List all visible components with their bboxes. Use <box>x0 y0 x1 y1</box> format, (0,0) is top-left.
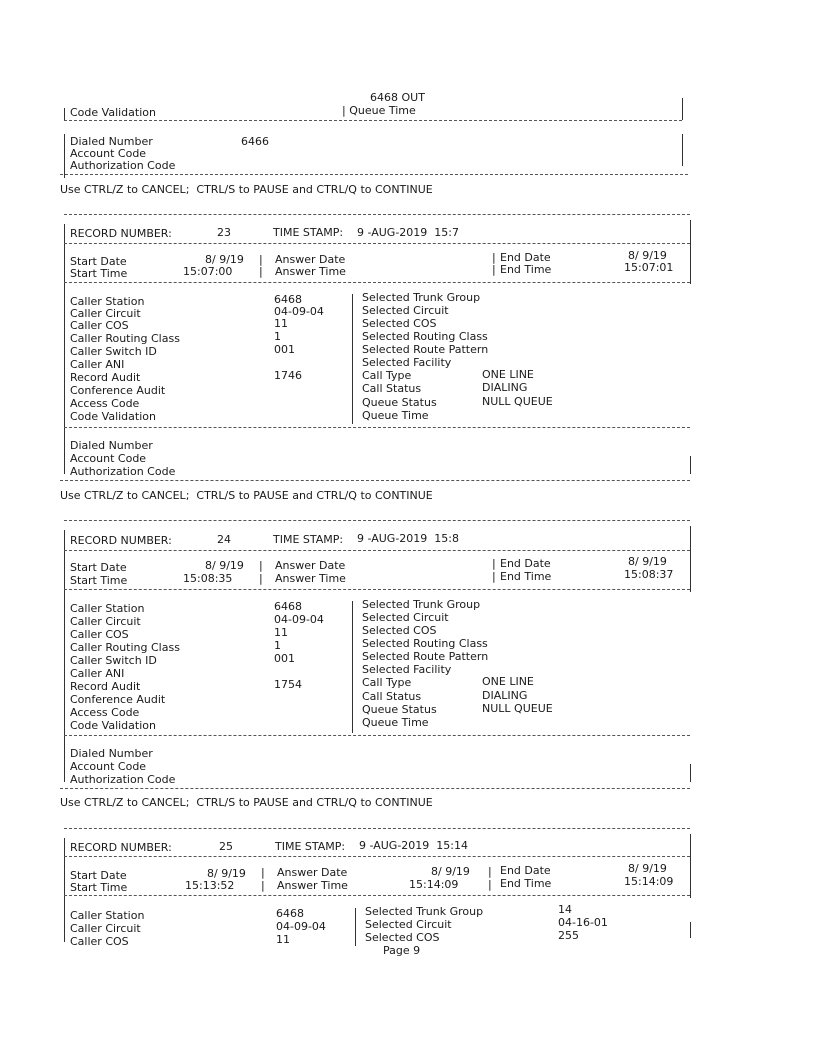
separator <box>64 120 682 121</box>
queue-time-label: | Queue Time <box>342 104 416 117</box>
end-time-label: End Time <box>500 877 552 890</box>
access-code-label: Access Code <box>70 397 140 410</box>
record-audit-value: 1746 <box>274 369 302 382</box>
call-type-value: ONE LINE <box>482 675 534 688</box>
separator <box>64 520 690 521</box>
account-code-label: Account Code <box>70 452 147 465</box>
code-validation-label: Code Validation <box>70 719 156 732</box>
selected-trunk-group-label: Selected Trunk Group <box>362 291 481 304</box>
selected-trunk-group-label: Selected Trunk Group <box>365 905 484 918</box>
call-status-label: Call Status <box>362 690 422 703</box>
time-stamp-value: 9 -AUG-2019 15:7 <box>357 226 459 239</box>
caller-cos-label: Caller COS <box>70 628 129 641</box>
dialed-number-value: 6466 <box>241 135 269 148</box>
column-bar <box>352 601 353 733</box>
caller-cos-value: 11 <box>276 933 290 946</box>
end-time-value: 15:14:09 <box>624 875 674 888</box>
column-bar: | <box>259 253 263 266</box>
separator <box>64 589 690 590</box>
start-time-label: Start Time <box>70 881 128 894</box>
record-audit-value: 1754 <box>274 678 302 691</box>
answer-date-label: Answer Date <box>275 253 346 266</box>
caller-circuit-label: Caller Circuit <box>70 615 141 628</box>
end-date-label: End Date <box>500 864 551 877</box>
separator <box>64 243 690 244</box>
separator <box>64 214 690 215</box>
account-code-label: Account Code <box>70 147 147 160</box>
selected-facility-label: Selected Facility <box>362 356 452 369</box>
record-number-label: RECORD NUMBER: <box>70 534 172 547</box>
authorization-code-label: Authorization Code <box>70 465 176 478</box>
caller-circuit-value: 04-09-04 <box>274 613 324 626</box>
caller-ani-label: Caller ANI <box>70 667 125 680</box>
code-validation-label: Code Validation <box>70 410 156 423</box>
separator <box>60 788 690 789</box>
access-code-label: Access Code <box>70 706 140 719</box>
record-audit-label: Record Audit <box>70 371 141 384</box>
conference-audit-label: Conference Audit <box>70 384 166 397</box>
queue-time-label: Queue Time <box>362 409 429 422</box>
caller-switch-id-value: 001 <box>274 652 295 665</box>
dialed-number-label: Dialed Number <box>70 439 153 452</box>
continue-prompt: Use CTRL/Z to CANCEL; CTRL/S to PAUSE and CTRL/Q to CONTINUE <box>60 796 433 809</box>
column-bar: | <box>259 559 263 572</box>
record-number-label: RECORD NUMBER: <box>70 227 172 240</box>
continue-prompt: Use CTRL/Z to CANCEL; CTRL/S to PAUSE and CTRL/Q to CONTINUE <box>60 489 433 502</box>
end-time-value: 15:07:01 <box>624 261 674 274</box>
column-bar: | <box>259 265 263 278</box>
authorization-code-label: Authorization Code <box>70 159 176 172</box>
start-time-value: 15:07:00 <box>183 265 233 278</box>
start-time-label: Start Time <box>70 574 128 587</box>
selected-cos-label: Selected COS <box>362 624 437 637</box>
column-bar: | <box>488 865 492 878</box>
selected-cos-label: Selected COS <box>365 931 440 944</box>
row-bar <box>64 108 65 120</box>
separator <box>60 174 688 175</box>
out-label: 6468 OUT <box>370 91 425 104</box>
column-bar: | <box>492 570 496 583</box>
answer-date-value: 8/ 9/19 <box>431 865 470 878</box>
selected-facility-label: Selected Facility <box>362 663 452 676</box>
left-bar <box>64 224 65 474</box>
right-bar <box>690 764 691 782</box>
separator <box>64 427 690 428</box>
start-date-value: 8/ 9/19 <box>205 559 244 572</box>
end-date-label: End Date <box>500 251 551 264</box>
caller-routing-class-value: 1 <box>274 639 281 652</box>
selected-trunk-group-value: 14 <box>558 903 572 916</box>
selected-circuit-label: Selected Circuit <box>362 611 449 624</box>
column-bar: | <box>259 572 263 585</box>
time-stamp-label: TIME STAMP: <box>273 226 344 239</box>
time-stamp-label: TIME STAMP: <box>275 840 346 853</box>
caller-circuit-value: 04-09-04 <box>276 920 326 933</box>
call-type-label: Call Type <box>362 676 412 689</box>
caller-station-label: Caller Station <box>70 295 145 308</box>
caller-switch-id-label: Caller Switch ID <box>70 654 157 667</box>
dialed-number-label: Dialed Number <box>70 747 153 760</box>
right-bar <box>690 834 691 898</box>
selected-trunk-group-label: Selected Trunk Group <box>362 598 481 611</box>
answer-time-value: 15:14:09 <box>409 878 459 891</box>
selected-route-pattern-label: Selected Route Pattern <box>362 343 489 356</box>
call-status-label: Call Status <box>362 382 422 395</box>
record-number-label: RECORD NUMBER: <box>70 841 172 854</box>
caller-station-label: Caller Station <box>70 909 145 922</box>
column-bar <box>352 294 353 424</box>
separator <box>64 282 690 283</box>
start-time-value: 15:13:52 <box>185 879 235 892</box>
end-time-value: 15:08:37 <box>624 568 674 581</box>
right-bar <box>690 526 691 592</box>
start-time-value: 15:08:35 <box>183 572 233 585</box>
end-date-label: End Date <box>500 557 551 570</box>
code-validation-label: Code Validation <box>70 106 156 119</box>
left-bar <box>64 838 65 942</box>
caller-circuit-value: 04-09-04 <box>274 305 324 318</box>
caller-station-value: 6468 <box>276 907 304 920</box>
end-date-value: 8/ 9/19 <box>628 249 667 262</box>
caller-station-value: 6468 <box>274 600 302 613</box>
selected-routing-class-label: Selected Routing Class <box>362 330 488 343</box>
caller-station-label: Caller Station <box>70 602 145 615</box>
account-code-label: Account Code <box>70 760 147 773</box>
continue-prompt: Use CTRL/Z to CANCEL; CTRL/S to PAUSE and CTRL/Q to CONTINUE <box>60 183 433 196</box>
answer-time-label: Answer Time <box>277 879 348 892</box>
authorization-code-label: Authorization Code <box>70 773 176 786</box>
page-footer: Page 9 <box>383 944 421 957</box>
call-status-value: DIALING <box>482 381 528 394</box>
start-time-label: Start Time <box>70 267 128 280</box>
caller-cos-value: 11 <box>274 626 288 639</box>
separator <box>64 550 690 551</box>
start-date-value: 8/ 9/19 <box>205 253 244 266</box>
call-type-label: Call Type <box>362 369 412 382</box>
column-bar: | <box>492 557 496 570</box>
right-bar <box>682 134 683 166</box>
caller-circuit-label: Caller Circuit <box>70 922 141 935</box>
caller-station-value: 6468 <box>274 293 302 306</box>
right-bar <box>690 922 691 938</box>
column-bar: | <box>261 879 265 892</box>
dialed-number-label: Dialed Number <box>70 135 153 148</box>
call-type-value: ONE LINE <box>482 368 534 381</box>
caller-ani-label: Caller ANI <box>70 358 125 371</box>
answer-date-label: Answer Date <box>277 866 348 879</box>
caller-cos-value: 11 <box>274 317 288 330</box>
record-number-value: 23 <box>217 226 231 239</box>
time-stamp-value: 9 -AUG-2019 15:8 <box>357 532 459 545</box>
start-date-value: 8/ 9/19 <box>207 867 246 880</box>
column-bar: | <box>261 866 265 879</box>
selected-cos-value: 255 <box>558 929 579 942</box>
caller-cos-label: Caller COS <box>70 319 129 332</box>
selected-routing-class-label: Selected Routing Class <box>362 637 488 650</box>
caller-circuit-label: Caller Circuit <box>70 307 141 320</box>
start-date-label: Start Date <box>70 869 127 882</box>
queue-status-value: NULL QUEUE <box>482 395 553 408</box>
caller-routing-class-label: Caller Routing Class <box>70 332 180 345</box>
right-bar <box>682 98 683 120</box>
caller-routing-class-label: Caller Routing Class <box>70 641 180 654</box>
row-bar <box>64 134 65 178</box>
separator <box>60 480 690 481</box>
answer-time-label: Answer Time <box>275 572 346 585</box>
queue-status-label: Queue Status <box>362 396 437 409</box>
record-number-value: 25 <box>219 840 233 853</box>
column-bar: | <box>488 878 492 891</box>
caller-cos-label: Caller COS <box>70 935 129 948</box>
start-date-label: Start Date <box>70 255 127 268</box>
record-number-value: 24 <box>217 533 231 546</box>
queue-status-label: Queue Status <box>362 703 437 716</box>
column-bar: | <box>492 251 496 264</box>
answer-time-label: Answer Time <box>275 265 346 278</box>
queue-status-value: NULL QUEUE <box>482 702 553 715</box>
selected-circuit-value: 04-16-01 <box>558 916 608 929</box>
start-date-label: Start Date <box>70 561 127 574</box>
selected-cos-label: Selected COS <box>362 317 437 330</box>
selected-route-pattern-label: Selected Route Pattern <box>362 650 489 663</box>
time-stamp-value: 9 -AUG-2019 15:14 <box>359 839 468 852</box>
separator <box>64 895 690 896</box>
column-bar: | <box>492 263 496 276</box>
caller-switch-id-label: Caller Switch ID <box>70 345 157 358</box>
end-time-label: End Time <box>500 263 552 276</box>
time-stamp-label: TIME STAMP: <box>273 533 344 546</box>
caller-switch-id-value: 001 <box>274 343 295 356</box>
end-time-label: End Time <box>500 570 552 583</box>
end-date-value: 8/ 9/19 <box>628 555 667 568</box>
separator <box>64 828 690 829</box>
record-audit-label: Record Audit <box>70 680 141 693</box>
end-date-value: 8/ 9/19 <box>628 862 667 875</box>
column-bar <box>355 908 356 946</box>
answer-date-label: Answer Date <box>275 559 346 572</box>
right-bar <box>690 456 691 474</box>
caller-routing-class-value: 1 <box>274 330 281 343</box>
selected-circuit-label: Selected Circuit <box>365 918 452 931</box>
left-bar <box>64 530 65 782</box>
conference-audit-label: Conference Audit <box>70 693 166 706</box>
right-bar <box>690 220 691 284</box>
separator <box>64 856 690 857</box>
selected-circuit-label: Selected Circuit <box>362 304 449 317</box>
call-status-value: DIALING <box>482 689 528 702</box>
separator <box>64 735 690 736</box>
queue-time-label: Queue Time <box>362 716 429 729</box>
